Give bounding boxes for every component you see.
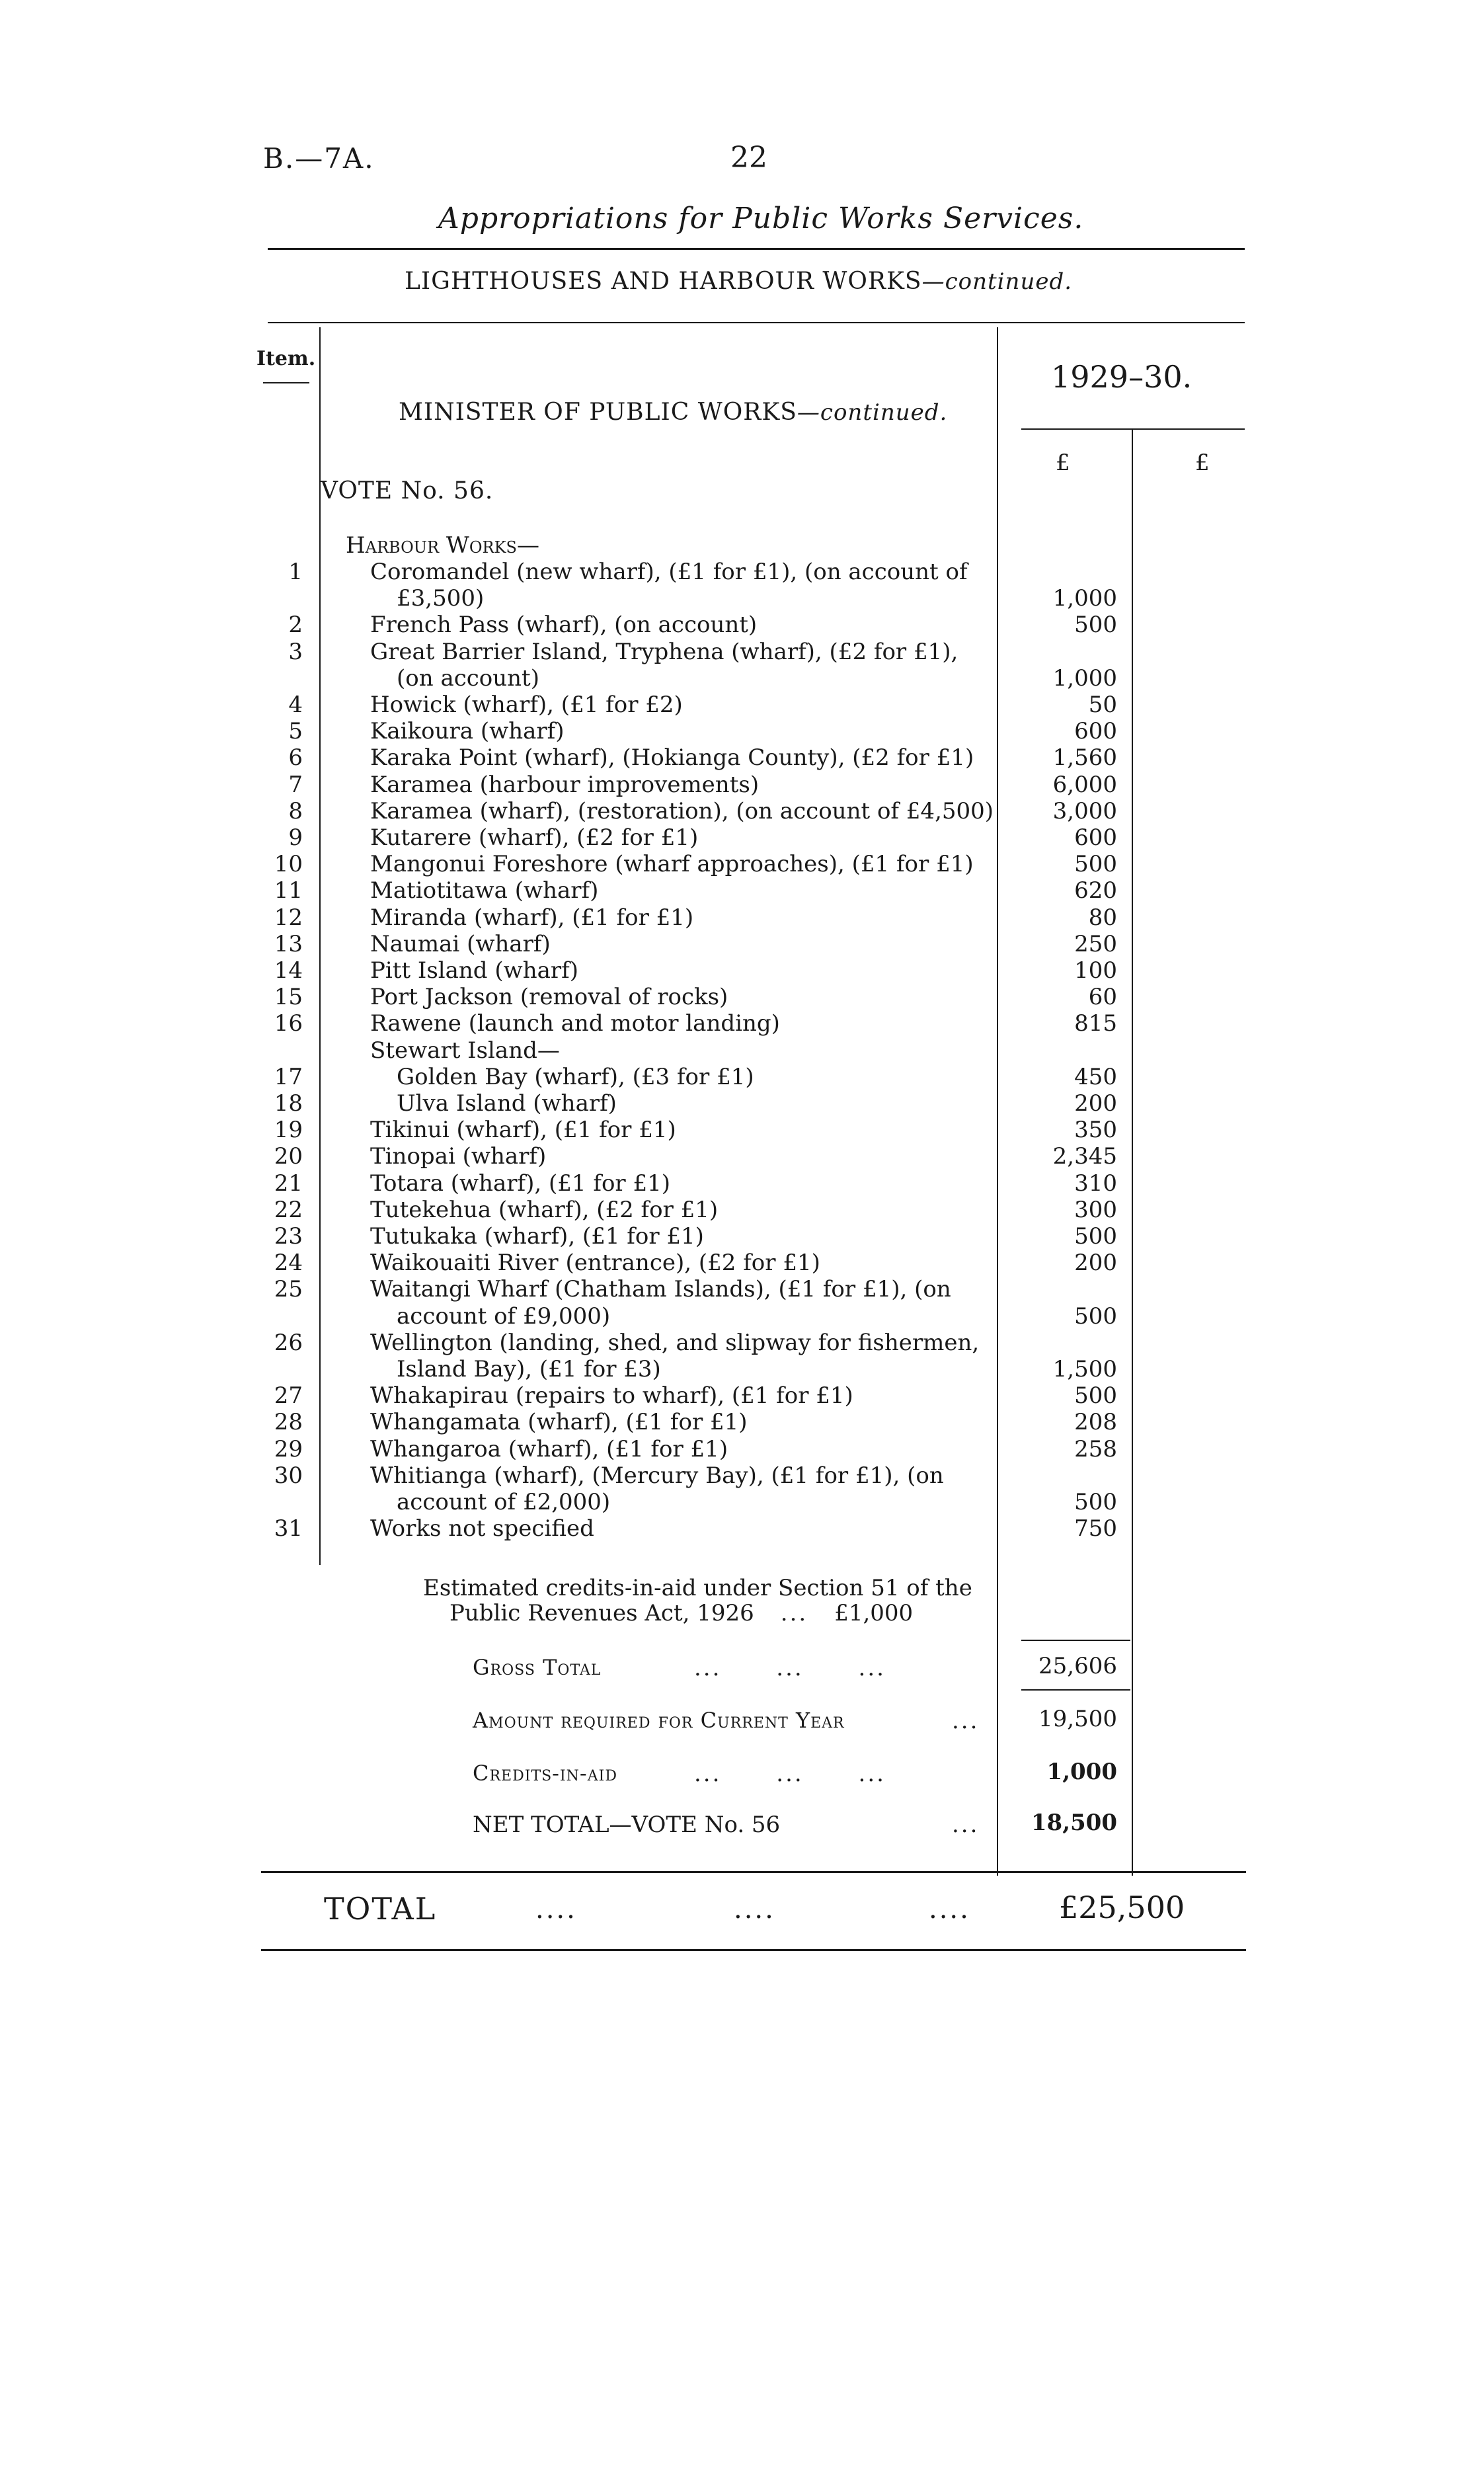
item-number: 21 [274, 1170, 303, 1197]
item-description: Whangamata (wharf), (£1 for £1) [370, 1409, 748, 1436]
item-column-header: Item. [256, 347, 316, 370]
item-description: Naumai (wharf) [370, 930, 551, 957]
gross-total-label: Gross Total [473, 1655, 602, 1680]
gross-total-leader: ... ... ... [694, 1655, 886, 1681]
credits-note-act: Public Revenues Act, 1926 [449, 1600, 754, 1626]
amount-required-rule [1021, 1689, 1130, 1691]
item-description: Tikinui (wharf), (£1 for £1) [370, 1117, 676, 1144]
item-value: 350 [1074, 1117, 1117, 1144]
item-value: 3,000 [1052, 797, 1117, 824]
item-value: 200 [1074, 1090, 1117, 1117]
item-description: Kutarere (wharf), (£2 for £1) [370, 824, 699, 851]
item-value: 1,000 [1052, 585, 1117, 612]
minister-heading [399, 399, 947, 426]
credits-note-line-2 [449, 1600, 913, 1626]
first-pound-column-rule [1132, 430, 1133, 1876]
item-number: 11 [274, 877, 303, 904]
item-description: Tutukaka (wharf), (£1 for £1) [370, 1223, 704, 1250]
item-number: 14 [274, 957, 303, 984]
credits-note-amount: £1,000 [834, 1600, 914, 1626]
amount-required-value: 19,500 [1038, 1706, 1117, 1732]
item-description: Port Jackson (removal of rocks) [370, 984, 728, 1011]
item-value: 500 [1074, 1382, 1117, 1410]
section-rule [268, 322, 1245, 323]
item-description: Miranda (wharf), (£1 for £1) [370, 904, 694, 931]
item-number: 8 [288, 797, 303, 824]
item-number: 24 [274, 1250, 303, 1277]
section-title [405, 268, 1072, 295]
item-description: Waitangi Wharf (Chatham Islands), (£1 for £1), (on [370, 1276, 951, 1303]
net-total-value: 18,500 [1031, 1810, 1117, 1836]
year-underline [1021, 428, 1245, 430]
total-leader-3: .... [929, 1894, 970, 1925]
item-number: 17 [274, 1063, 303, 1090]
item-value: 310 [1074, 1170, 1117, 1197]
item-value: 100 [1074, 957, 1117, 984]
item-value: 500 [1074, 1223, 1117, 1250]
credits-in-aid-label: Credits-in-aid [473, 1761, 617, 1786]
item-number: 26 [274, 1329, 303, 1356]
amount-required-leader: ... [952, 1708, 980, 1734]
minister-heading-suffix: —continued. [797, 399, 948, 426]
item-description: Mangonui Foreshore (wharf approaches), (£1 for £1) [370, 851, 974, 878]
item-value: 500 [1074, 1302, 1117, 1330]
item-number: 18 [274, 1090, 303, 1117]
harbour-works-subheading: Harbour Works— [346, 532, 539, 559]
item-value: 2,345 [1052, 1143, 1117, 1170]
total-bottom-rule [261, 1949, 1246, 1951]
section-title-text: LIGHTHOUSES AND HARBOUR WORKS [405, 268, 922, 295]
item-value: 300 [1074, 1196, 1117, 1223]
item-description: Whakapirau (repairs to wharf), (£1 for £1) [370, 1382, 853, 1410]
item-description: £3,500) [397, 585, 485, 612]
item-number: 25 [274, 1276, 303, 1303]
item-number: 16 [274, 1010, 303, 1037]
item-number: 23 [274, 1223, 303, 1250]
vote-heading: VOTE No. 56. [321, 477, 494, 504]
item-description: Matiotitawa (wharf) [370, 877, 599, 904]
item-value: 500 [1074, 1489, 1117, 1515]
item-description: Ulva Island (wharf) [397, 1090, 617, 1117]
credits-note-line-1: Estimated credits-in-aid under Section 51 of the [423, 1575, 972, 1601]
total-top-rule [261, 1871, 1246, 1873]
item-description: Howick (wharf), (£1 for £2) [370, 692, 683, 718]
item-description: Whitianga (wharf), (Mercury Bay), (£1 for £1), (on [370, 1462, 944, 1489]
item-value: 50 [1088, 692, 1117, 718]
item-value: 1,500 [1052, 1356, 1117, 1382]
item-number: 13 [274, 930, 303, 957]
item-description: Great Barrier Island, Tryphena (wharf), (£2 for £1), [370, 638, 958, 665]
item-description: Waikouaiti River (entrance), (£2 for £1) [370, 1250, 820, 1277]
item-description: Golden Bay (wharf), (£3 for £1) [397, 1063, 754, 1090]
item-number: 22 [274, 1196, 303, 1223]
gross-total-rule [1021, 1640, 1130, 1641]
running-title: Appropriations for Public Works Services. [438, 202, 1084, 235]
item-value: 815 [1074, 1010, 1117, 1037]
item-description: account of £9,000) [397, 1302, 611, 1330]
item-description: Tutekehua (wharf), (£2 for £1) [370, 1196, 719, 1223]
item-description: account of £2,000) [397, 1489, 611, 1515]
item-value: 600 [1074, 824, 1117, 851]
item-number: 5 [288, 718, 303, 745]
item-value: 600 [1074, 718, 1117, 745]
item-number: 15 [274, 984, 303, 1011]
item-number: 19 [274, 1117, 303, 1144]
item-number: 10 [274, 851, 303, 878]
credits-in-aid-value: 1,000 [1046, 1759, 1117, 1785]
item-description: Tinopai (wharf) [370, 1143, 547, 1170]
total-label: TOTAL [324, 1891, 437, 1927]
section-title-suffix: —continued. [921, 268, 1073, 295]
item-description: Island Bay), (£1 for £3) [397, 1356, 661, 1382]
currency-symbol-column-1: £ [1056, 450, 1070, 476]
item-number: 27 [274, 1382, 303, 1410]
item-description: Whangaroa (wharf), (£1 for £1) [370, 1435, 728, 1462]
item-number: 31 [274, 1515, 303, 1542]
page-number: 22 [730, 141, 767, 175]
net-total-label: NET TOTAL—VOTE No. 56 [473, 1812, 781, 1838]
credits-in-aid-leader: ... ... ... [694, 1761, 886, 1787]
item-description: Stewart Island— [370, 1037, 560, 1064]
minister-heading-text: MINISTER OF PUBLIC WORKS [399, 399, 797, 426]
item-number: 29 [274, 1435, 303, 1462]
item-value: 620 [1074, 877, 1117, 904]
item-number: 7 [288, 771, 303, 798]
item-description: Karaka Point (wharf), (Hokianga County), (£2 for £1) [370, 744, 974, 772]
item-description: Karamea (harbour improvements) [370, 771, 760, 798]
item-value: 208 [1074, 1409, 1117, 1436]
item-value: 6,000 [1052, 771, 1117, 798]
item-description: Karamea (wharf), (restoration), (on account of £4,500) [370, 797, 994, 824]
amount-required-label: Amount required for Current Year [473, 1708, 845, 1733]
net-total-leader: ... [952, 1812, 980, 1838]
item-number: 4 [288, 692, 303, 718]
item-value: 258 [1074, 1435, 1117, 1462]
item-number: 6 [288, 744, 303, 772]
currency-symbol-column-2: £ [1195, 450, 1210, 476]
total-value: £25,500 [1059, 1890, 1185, 1925]
gross-total-value: 25,606 [1038, 1653, 1117, 1679]
item-description: Pitt Island (wharf) [370, 957, 579, 984]
item-value: 500 [1074, 612, 1117, 639]
item-number: 28 [274, 1409, 303, 1436]
item-number: 1 [288, 559, 303, 585]
item-value: 1,560 [1052, 744, 1117, 772]
item-value: 200 [1074, 1250, 1117, 1277]
year-column-header: 1929–30. [1051, 359, 1192, 395]
item-value: 250 [1074, 930, 1117, 957]
item-number: 12 [274, 904, 303, 931]
header-rule [268, 248, 1245, 250]
item-description: Coromandel (new wharf), (£1 for £1), (on account of [370, 559, 968, 585]
item-description: Totara (wharf), (£1 for £1) [370, 1170, 671, 1197]
item-value: 450 [1074, 1063, 1117, 1090]
item-value: 750 [1074, 1515, 1117, 1542]
item-description: Works not specified [370, 1515, 594, 1542]
item-number: 20 [274, 1143, 303, 1170]
item-value: 60 [1088, 984, 1117, 1011]
item-number: 9 [288, 824, 303, 851]
item-description: Rawene (launch and motor landing) [370, 1010, 780, 1037]
item-description: French Pass (wharf), (on account) [370, 612, 758, 639]
item-number: 2 [288, 612, 303, 639]
item-value: 500 [1074, 851, 1117, 878]
item-value: 1,000 [1052, 664, 1117, 692]
item-number: 3 [288, 638, 303, 665]
item-description: Kaikoura (wharf) [370, 718, 565, 745]
document-reference: B.—7A. [263, 142, 375, 175]
item-header-underline [263, 382, 309, 383]
total-leader-1: .... [535, 1894, 577, 1925]
item-number: 30 [274, 1462, 303, 1489]
item-column-rule [319, 327, 321, 1565]
item-description: Wellington (landing, shed, and slipway for fishermen, [370, 1329, 980, 1356]
item-value: 80 [1088, 904, 1117, 931]
credits-note-leader: ... [780, 1600, 808, 1626]
item-description: (on account) [397, 664, 539, 692]
total-leader-2: .... [734, 1894, 775, 1925]
